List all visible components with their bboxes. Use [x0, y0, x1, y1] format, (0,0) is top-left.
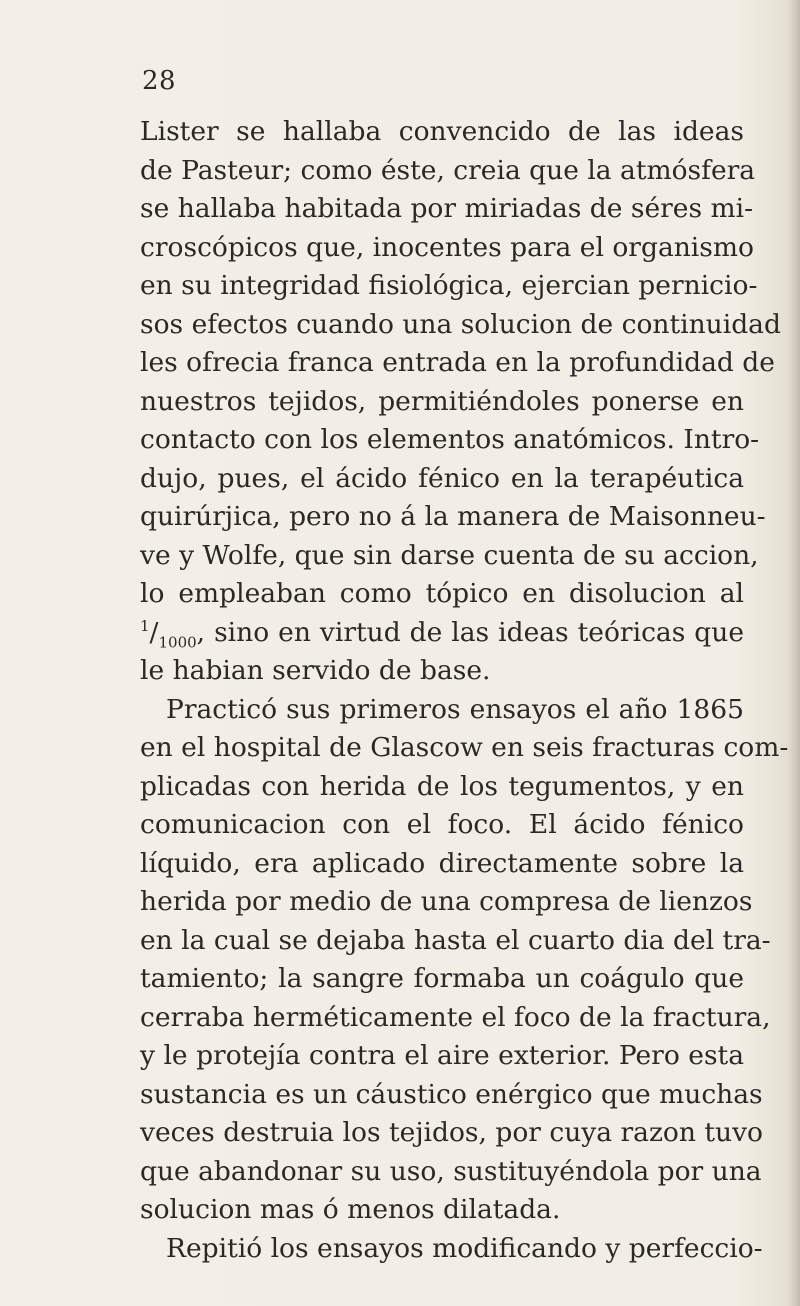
text-line: lo empleaban como tópico en disolucion al — [140, 578, 744, 609]
text-line: cerraba herméticamente el foco de la fractura, — [140, 1001, 771, 1033]
fraction: $^1/_{1000}$ — [140, 616, 197, 651]
page-edge-shadow — [788, 0, 800, 1306]
text-line: croscópicos que, inocentes para el organismo — [140, 231, 754, 263]
text-line: Lister se hallaba convencido de las ideas — [140, 116, 744, 147]
text-line-rest: , sino en virtud de las ideas teóricas que — [196, 616, 744, 648]
text-line: en el hospital de Glascow en seis fracturas com- — [140, 732, 789, 763]
text-line: se hallaba habitada por miriadas de séres mi- — [140, 193, 754, 224]
text-line: de Pasteur; como éste, creia que la atmósfera — [140, 154, 756, 186]
text-line: sustancia es un cáustico enérgico que muchas — [140, 1078, 763, 1110]
text-line-paragraph-start: Repitió los ensayos modificando y perfeccio- — [166, 1232, 763, 1264]
text-line: contacto con los elementos anatómicos. Intro- — [140, 424, 760, 455]
text-line: comunicacion con el foco. El ácido fénico — [140, 809, 744, 840]
text-line: en la cual se dejaba hasta el cuarto dia del tra- — [140, 924, 771, 956]
text-line: en su integridad fisiológica, ejercian pernicio- — [140, 270, 758, 301]
text-line: líquido, era aplicado directamente sobre la — [140, 847, 744, 879]
body-text — [140, 113, 789, 1268]
text-line: y le protejía contra el aire exterior. Pero esta — [140, 1040, 744, 1071]
text-line: dujo, pues, el ácido fénico en la terapéutica — [140, 462, 744, 494]
text-line-fraction — [140, 614, 744, 653]
fraction-numerator: 1 — [140, 616, 150, 635]
text-line: nuestros tejidos, permitiéndoles ponerse en — [140, 385, 744, 417]
text-line: herida por medio de una compresa de lienzos — [140, 886, 753, 917]
fraction-denominator: 1000 — [158, 632, 197, 651]
text-line: sos efectos cuando una solucion de continuidad — [140, 308, 781, 340]
text-line: ve y Wolfe, que sin darse cuenta de su accion, — [140, 539, 759, 571]
text-line-paragraph-start: Practicó sus primeros ensayos el año 1865 — [166, 693, 744, 725]
text-line: que abandonar su uso, sustituyéndola por una — [140, 1155, 762, 1187]
text-line: plicadas con herida de los tegumentos, y en — [140, 770, 744, 802]
text-line: les ofrecia franca entrada en la profundidad de — [140, 347, 775, 378]
text-line: tamiento; la sangre formaba un coágulo que — [140, 963, 744, 994]
text-line: le habian servido de base. — [140, 655, 491, 686]
text-line: solucion mas ó menos dilatada. — [140, 1194, 561, 1225]
text-line: quirúrjica, pero no á la manera de Maisonneu- — [140, 501, 766, 532]
text-line: veces destruia los tejidos, por cuya razon tuvo — [140, 1117, 763, 1148]
page-number: 28 — [142, 66, 177, 96]
